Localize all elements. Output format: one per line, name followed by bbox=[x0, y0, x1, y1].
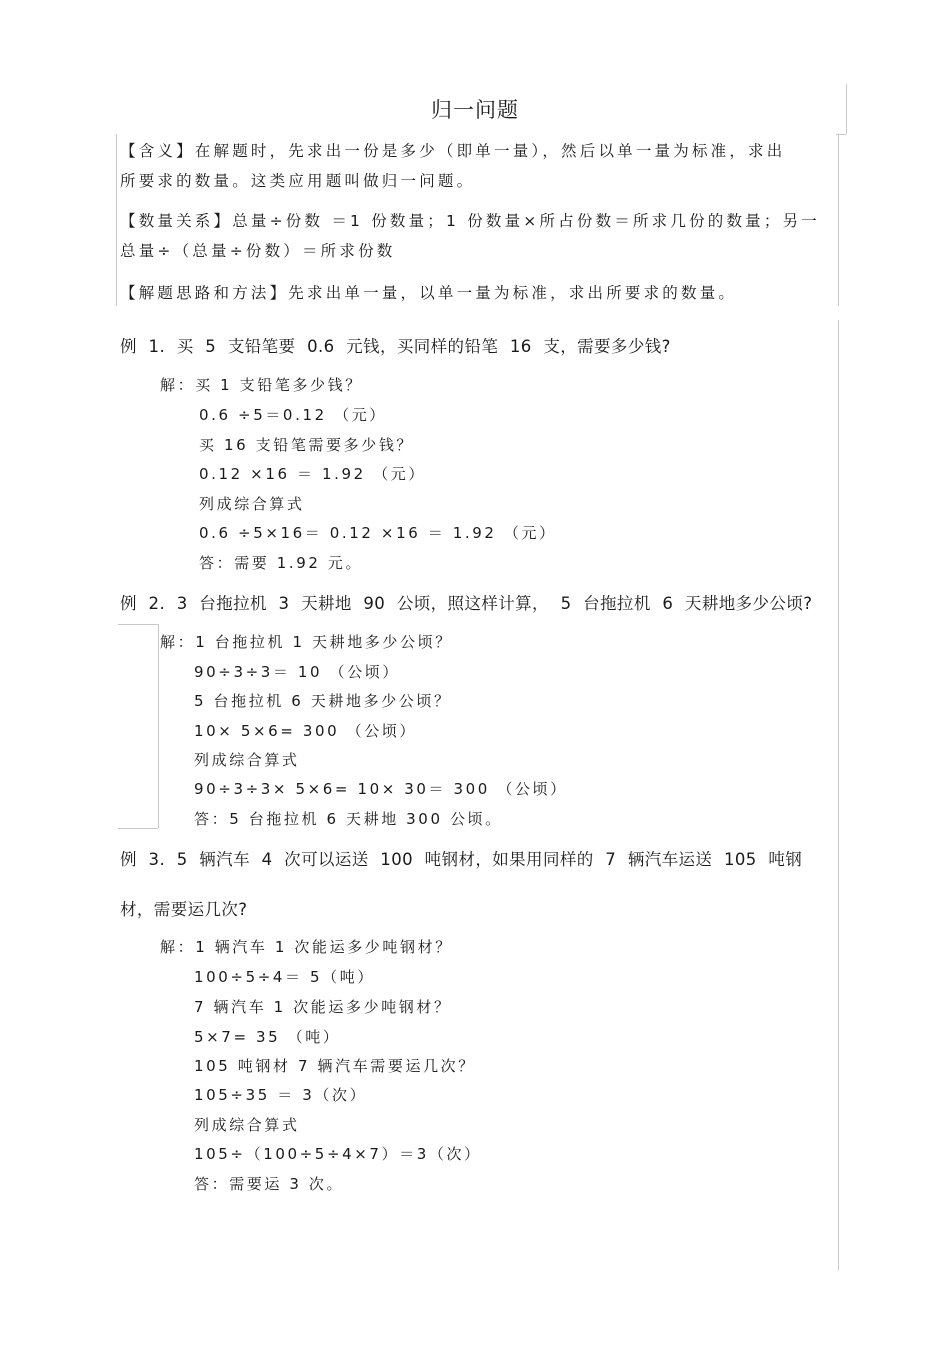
example-3-solution-line: 列成综合算式 bbox=[194, 1116, 300, 1134]
example-1-answer: 答：需要 1.92 元。 bbox=[199, 554, 364, 572]
example-3-question-line-2: 材，需要运几次? bbox=[120, 900, 248, 919]
example-3-solution-line: 105÷（100÷5÷4×7）＝3（次） bbox=[194, 1145, 482, 1163]
example-3-solution-line: 5×7= 35 （吨） bbox=[194, 1028, 341, 1046]
example-1-question: 例 1. 买 5 支铅笔要 0.6 元钱，买同样的铅笔 16 支，需要多少钱? bbox=[120, 337, 671, 356]
example-2-solution-line: 5 台拖拉机 6 天耕地多少公顷？ bbox=[194, 692, 452, 710]
example-1-solution-line: 解：买 1 支铅笔多少钱？ bbox=[160, 376, 363, 394]
example-3-solution-line: 解：1 辆汽车 1 次能运多少吨钢材？ bbox=[160, 938, 453, 956]
method-line: 【解题思路和方法】先求出单一量，以单一量为标准，求出所要求的数量。 bbox=[120, 284, 738, 302]
example-1-solution-line: 0.6 ÷5＝0.12 （元） bbox=[199, 406, 387, 424]
example-1-solution-line: 买 16 支铅笔需要多少钱？ bbox=[199, 436, 415, 454]
frame-line-example2-top bbox=[118, 624, 158, 625]
frame-line-left-top bbox=[116, 134, 117, 306]
example-3-solution-line: 100÷5÷4＝ 5（吨） bbox=[194, 968, 375, 986]
example-3-answer: 答：需要运 3 次。 bbox=[194, 1175, 345, 1193]
frame-line-right-middle bbox=[838, 134, 839, 306]
frame-line-right-long bbox=[838, 320, 839, 1270]
example-2-answer: 答：5 台拖拉机 6 天耕地 300 公顷。 bbox=[194, 810, 503, 828]
example-2-solution-line: 90÷3÷3＝ 10 （公顷） bbox=[194, 663, 400, 681]
example-2-solution-line: 列成综合算式 bbox=[194, 751, 300, 769]
example-3-solution-line: 105÷35 ＝ 3（次） bbox=[194, 1086, 368, 1104]
example-3-question-line-1: 例 3. 5 辆汽车 4 次可以运送 100 吨钢材，如果用同样的 7 辆汽车运送 105 吨钢 bbox=[120, 850, 803, 869]
frame-line-example2-bottom bbox=[118, 828, 158, 829]
example-2-solution-line: 10× 5×6= 300 （公顷） bbox=[194, 722, 418, 740]
example-3-solution-line: 105 吨钢材 7 辆汽车需要运几次？ bbox=[194, 1057, 476, 1075]
example-2-solution-line: 90÷3÷3× 5×6= 10× 30＝ 300 （公顷） bbox=[194, 780, 568, 798]
example-3-solution-line: 7 辆汽车 1 次能运多少吨钢材？ bbox=[194, 998, 452, 1016]
example-2-solution-line: 解：1 台拖拉机 1 天耕地多少公顷？ bbox=[160, 633, 453, 651]
relation-line-2: 总量÷（总量÷份数）＝所求份数 bbox=[120, 242, 396, 260]
page-title: 归一问题 bbox=[431, 98, 519, 122]
meaning-line-1: 【含义】在解题时，先求出一份是多少（即单一量），然后以单一量为标准，求出 bbox=[120, 142, 786, 160]
example-1-solution-line: 列成综合算式 bbox=[199, 495, 305, 513]
example-1-solution-line: 0.12 ×16 ＝ 1.92 （元） bbox=[199, 465, 426, 483]
frame-line-example2-left bbox=[158, 624, 159, 828]
example-2-question: 例 2. 3 台拖拉机 3 天耕地 90 公顷，照这样计算， 5 台拖拉机 6 天耕地多少公顷? bbox=[120, 594, 813, 613]
meaning-line-2: 所要求的数量。这类应用题叫做归一问题。 bbox=[120, 172, 476, 190]
relation-line-1: 【数量关系】总量÷份数 ＝1 份数量；1 份数量×所占份数＝所求几份的数量；另一 bbox=[120, 212, 820, 230]
example-1-solution-line: 0.6 ÷5×16＝ 0.12 ×16 ＝ 1.92 （元） bbox=[199, 524, 557, 542]
